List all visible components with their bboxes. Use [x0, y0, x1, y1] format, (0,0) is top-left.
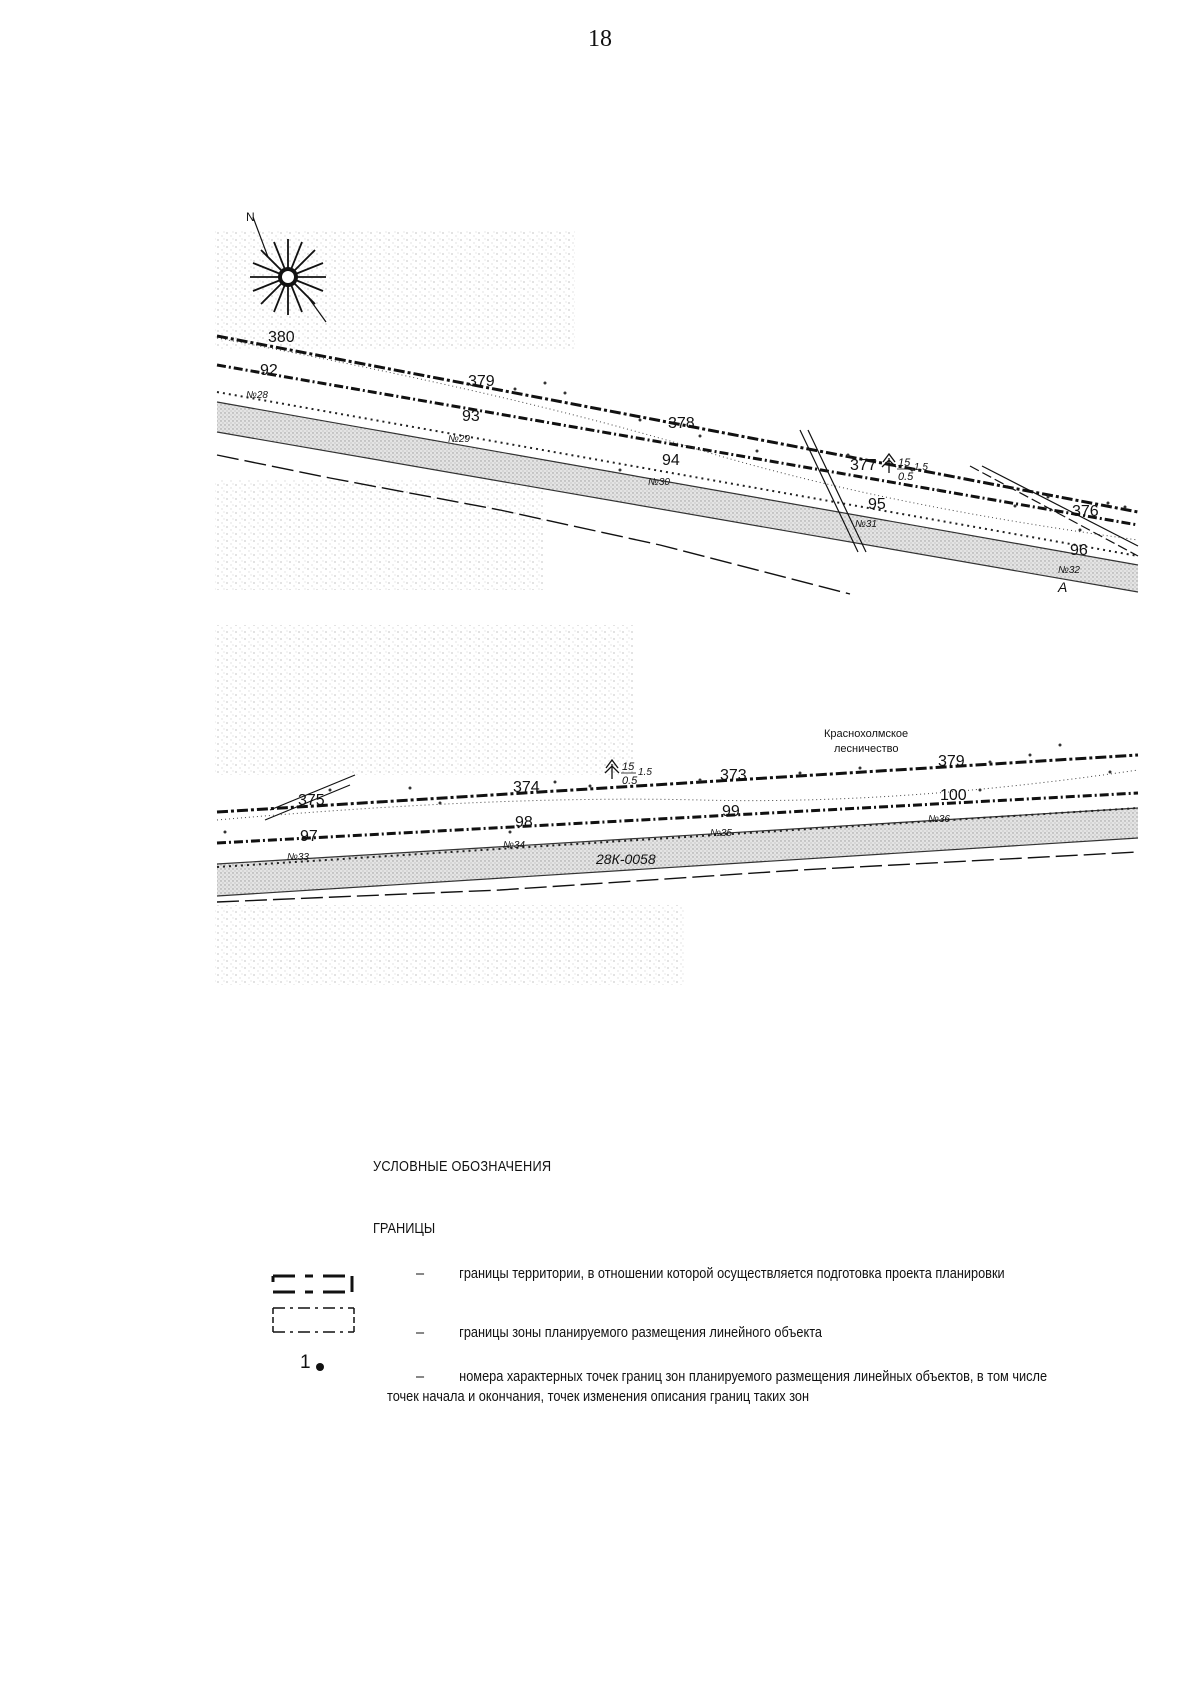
zone-point-label: 92 — [260, 362, 278, 379]
legend-section-title: ГРАНИЦЫ — [373, 1220, 436, 1237]
point-number-sample: 1 — [300, 1352, 311, 1373]
legend-item — [387, 1323, 1077, 1343]
planning-boundary-symbol — [273, 1276, 354, 1292]
point-marker-icon — [316, 1363, 324, 1371]
background-texture — [215, 480, 545, 590]
zone-point-label: 99 — [722, 803, 740, 820]
legend-dash: – — [416, 1266, 425, 1282]
segment-mark: №30 — [648, 477, 670, 488]
zone-point-label: 97 — [300, 828, 318, 845]
legend-title: УСЛОВНЫЕ ОБОЗНАЧЕНИЯ — [373, 1158, 552, 1175]
legend-item-text: границы зоны планируемого размещения линейного объекта — [459, 1325, 823, 1341]
lower-map-fragment — [215, 625, 1138, 985]
forest-fraction-den: 0.5 — [898, 471, 914, 483]
forest-fraction-num: 15 — [898, 457, 911, 469]
segment-mark: №33 — [287, 852, 309, 863]
zone-point-label: 95 — [868, 496, 886, 513]
svg-text:N: N — [246, 210, 255, 224]
boundary-point-label: 379 — [938, 753, 965, 770]
zone-point-label: 94 — [662, 452, 680, 469]
boundary-point-label: 378 — [668, 415, 695, 432]
segment-mark: №34 — [503, 840, 525, 851]
legend-item-text: границы территории, в отношении которой осуществляется подготовка проекта планировки — [459, 1266, 1005, 1282]
forest-fraction-den: 0.5 — [622, 775, 638, 787]
zone-point-label: 96 — [1070, 542, 1088, 559]
background-texture — [215, 905, 685, 985]
tree-icon — [882, 454, 896, 473]
forestry-label: Краснохолмское — [824, 728, 909, 740]
segment-mark: №31 — [855, 519, 877, 530]
segment-mark: №32 — [1058, 565, 1080, 576]
forest-fraction-suffix: 1.5 — [914, 462, 928, 473]
segment-mark: №29 — [448, 434, 470, 445]
upper-map-fragment — [215, 210, 1138, 595]
forest-fraction-suffix: 1.5 — [638, 767, 652, 778]
legend-dash: – — [416, 1369, 425, 1385]
boundary-point-label: 380 — [268, 329, 295, 346]
forestry-label: лесничество — [834, 743, 899, 755]
zone-boundary-line — [217, 770, 1138, 820]
forest-fraction-num: 15 — [622, 761, 635, 773]
crossing-line — [982, 466, 1138, 546]
boundary-point-label: 379 — [468, 373, 495, 390]
road-body — [217, 808, 1138, 896]
segment-mark: №35 — [710, 828, 732, 839]
legend-dash: – — [416, 1325, 425, 1341]
page-number: 18 — [588, 26, 612, 52]
zone-boundary-symbol — [273, 1308, 354, 1332]
legend-item — [387, 1367, 1077, 1407]
legend-item-text: номера характерных точек границ зон планируемого размещения линейных объектов, в том числе точек начала и окончания, точек изменения описания границ таких зон — [387, 1369, 1048, 1405]
zone-point-label: 100 — [940, 787, 967, 804]
road-label: 28К-0058 — [596, 851, 656, 867]
background-texture — [215, 625, 635, 775]
forest-symbol — [882, 454, 928, 483]
boundary-point-label: 373 — [720, 767, 747, 784]
zone-point-label: 93 — [462, 408, 480, 425]
segment-mark: №28 — [246, 390, 268, 401]
boundary-point-label: 377 — [850, 457, 877, 474]
segment-mark: №36 — [928, 814, 950, 825]
boundary-point-label: 375 — [298, 792, 325, 809]
zone-point-label: 98 — [515, 814, 533, 831]
legend-symbols — [270, 1270, 360, 1340]
legend-item — [387, 1264, 1077, 1284]
section-mark: А — [1058, 579, 1068, 595]
boundary-point-label: 376 — [1072, 503, 1099, 520]
boundary-point-label: 374 — [513, 779, 540, 796]
